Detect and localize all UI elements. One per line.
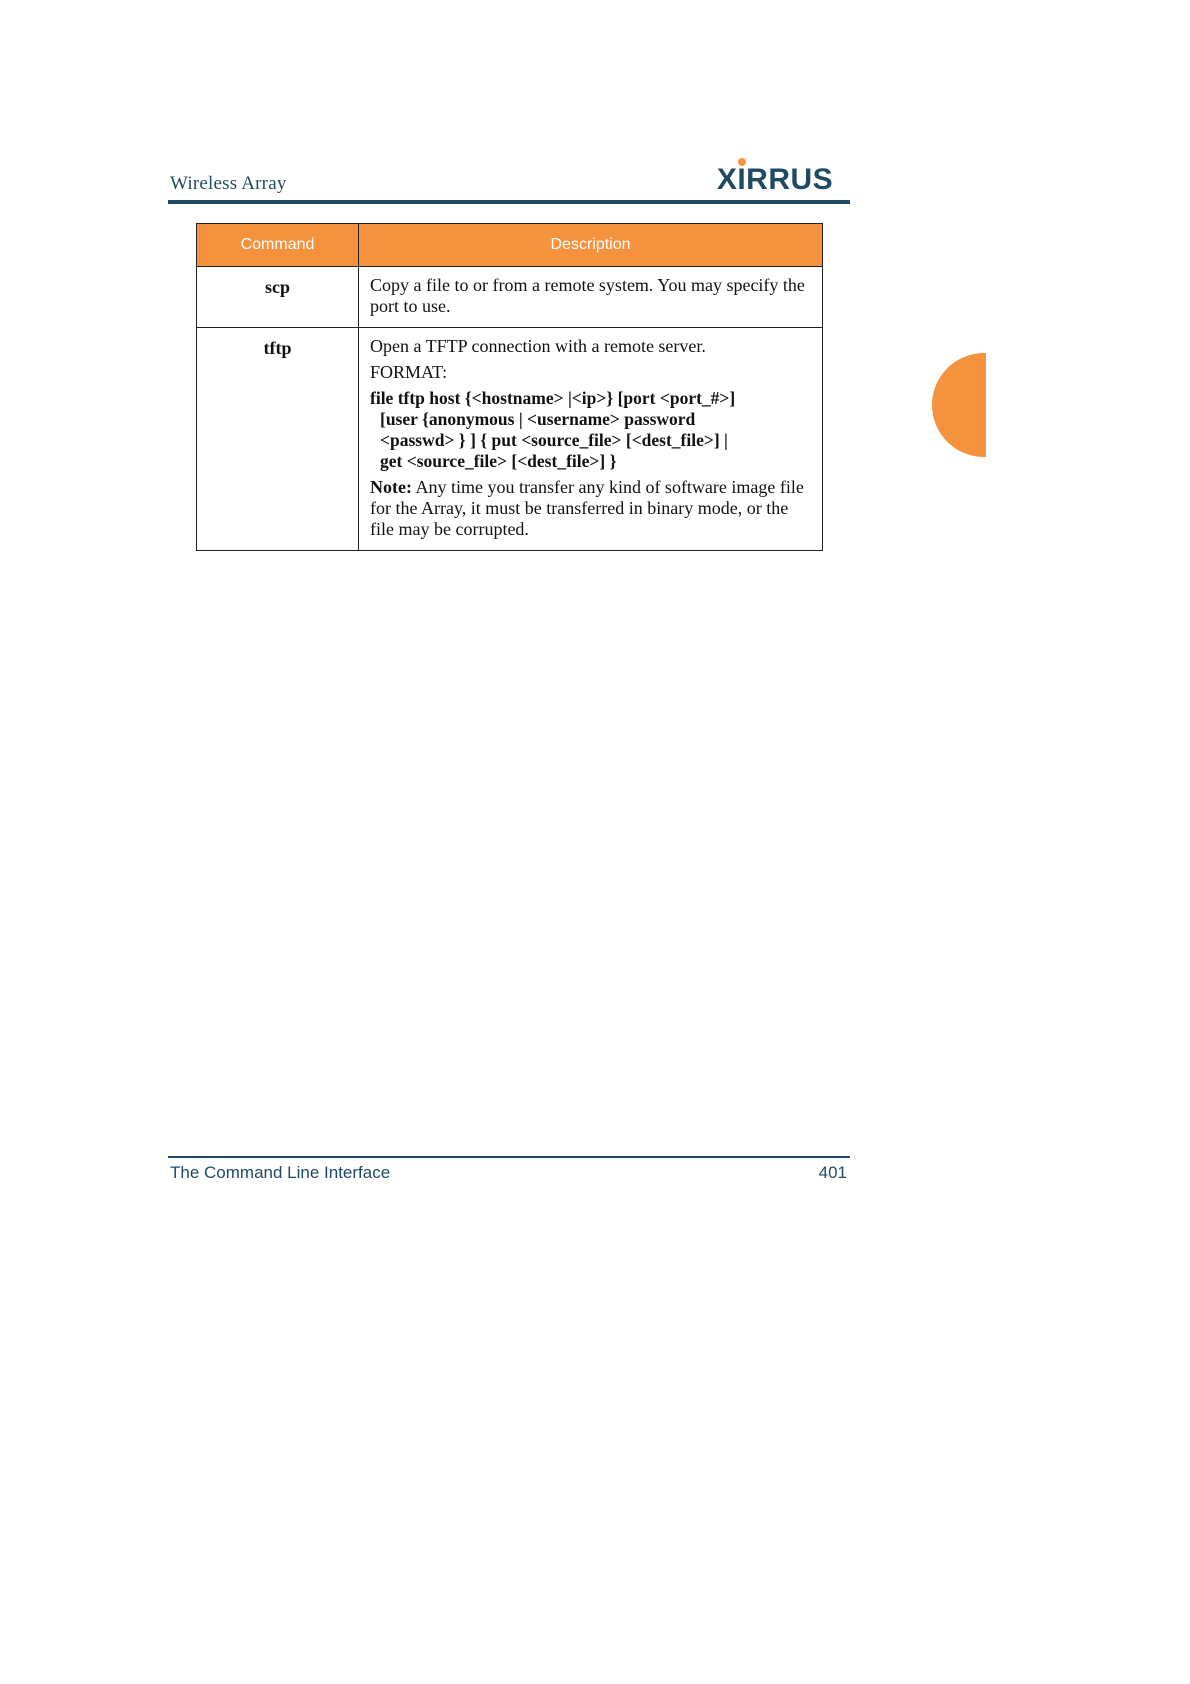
note-paragraph [370,477,812,540]
description-cell [359,328,823,551]
description-cell [359,267,823,328]
column-header-command: Command [197,224,359,267]
table-row [197,267,823,328]
format-line: get <source_file> [<dest_file>] } [380,451,617,471]
format-line: [user {anonymous | <username> password [380,409,696,429]
command-cell: tftp [197,328,359,551]
page-number: 401 [818,1163,847,1182]
footer-section-title: The Command Line Interface [170,1163,391,1182]
format-label: FORMAT: [370,362,448,382]
header-title: Wireless Array [170,173,287,194]
note-text: Any time you transfer any kind of software image file for the Array, it must be transferred in binary mode, or the file may be corrupted. [370,477,804,539]
format-line: file tftp host {<hostname> |<ip>} [port <port_#>] [370,388,736,408]
column-header-description: Description [359,224,823,267]
chapter-tab [932,353,986,457]
table-row [197,328,823,551]
table-header-row [197,224,823,267]
format-syntax [370,388,812,472]
note-label: Note: [370,477,412,497]
format-line: <passwd> } ] { put <source_file> [<dest_file>] | [380,430,728,450]
header-rule [168,200,850,204]
command-table [196,223,823,551]
description-text: Copy a file to or from a remote system. You may specify the port to use. [370,275,805,316]
command-cell: scp [197,267,359,328]
footer-rule [168,1156,850,1158]
description-text: Open a TFTP connection with a remote server. [370,336,706,356]
logo-text: XIRRUS [716,163,834,195]
xirrus-logo [705,155,845,195]
